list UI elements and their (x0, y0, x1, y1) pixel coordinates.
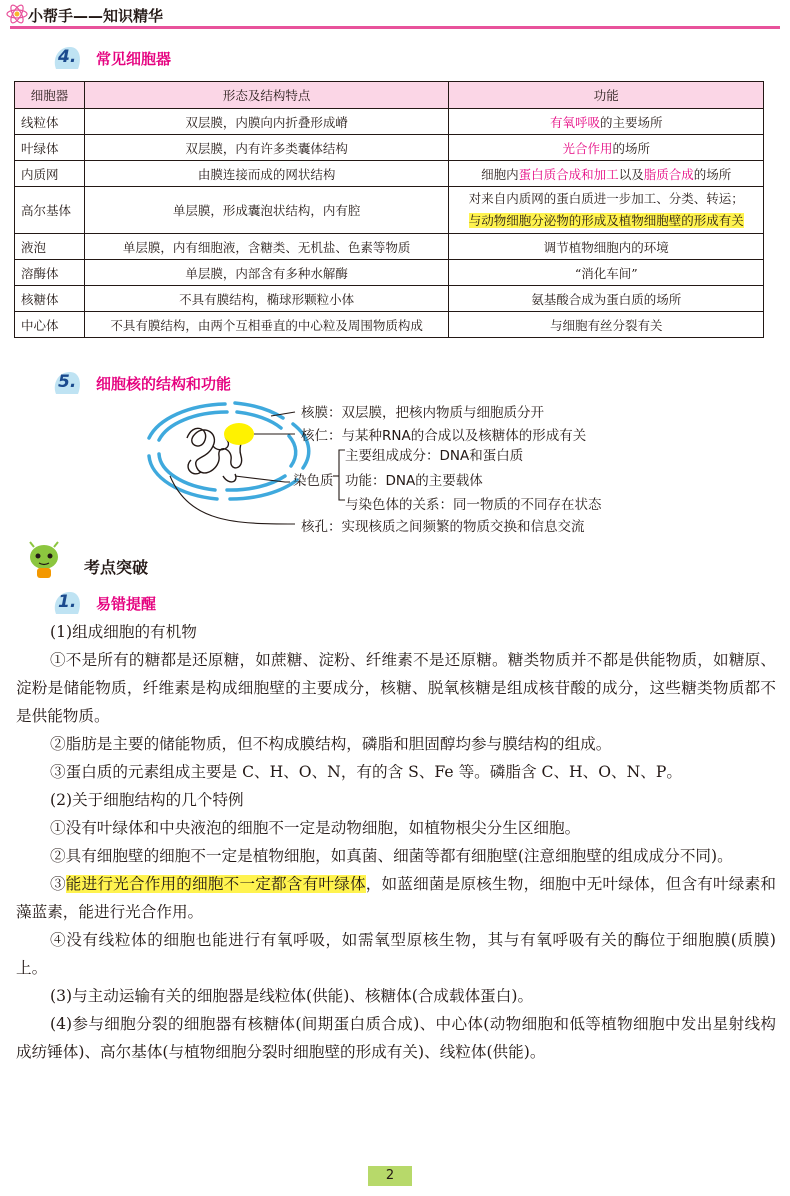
organelle-structure: 单层膜，形成囊泡状结构，内有腔 (84, 187, 448, 234)
paragraph: ①不是所有的糖都是还原糖，如蔗糖、淀粉、纤维素不是还原糖。糖类物质并不都是供能物质，如糖原、淀粉是储能物质，纤维素是构成细胞壁的主要成分，核糖、脱氧核糖是组成核苷酸的成分，这些糖类物质都不是供能物质。 (16, 651, 776, 725)
emphasis-text: 脂质合成 (643, 166, 694, 182)
kaodian-title: 考点突破 (84, 558, 149, 577)
organelle-structure: 由膜连接而成的网状结构 (84, 161, 448, 187)
organelle-name: 线粒体 (15, 109, 85, 135)
page-number: 2 (368, 1166, 412, 1186)
paragraph: (2)关于细胞结构的几个特例 (50, 791, 244, 809)
organelle-function (449, 161, 764, 187)
chromatin-item: 功能：DNA的主要载体 (345, 473, 483, 489)
organelle-name: 溶酶体 (15, 260, 85, 286)
function-text: 的场所 (693, 166, 732, 182)
body-text (16, 618, 776, 1066)
organelle-name: 叶绿体 (15, 135, 85, 161)
function-text: 的场所 (612, 140, 650, 156)
paragraph: ②脂肪是主要的储能物质，但不构成膜结构，磷脂和胆固醇均参与膜结构的组成。 (50, 735, 612, 753)
page-header (0, 0, 790, 34)
function-text: 的主要场所 (599, 114, 663, 130)
paragraph: ②具有细胞壁的细胞不一定是植物细胞，如真菌、细菌等都有细胞壁(注意细胞壁的组成成分不同)。 (50, 847, 733, 865)
mascot-icon (24, 541, 64, 581)
table-row (15, 109, 764, 135)
table-row (15, 286, 764, 312)
header-divider (10, 26, 780, 29)
organelle-structure: 不具有膜结构，由两个互相垂直的中心粒及周围物质构成 (84, 312, 448, 338)
table-row (15, 312, 764, 338)
paragraph: (4)参与细胞分裂的细胞器有核糖体(间期蛋白质合成)、中心体(动物细胞和低等植物细胞中发出星射线构成纺锤体)、高尔基体(与植物细胞分裂时细胞壁的形成有关)、线粒体(供能)。 (16, 1015, 776, 1061)
atom-icon (6, 3, 28, 25)
organelle-name: 核糖体 (15, 286, 85, 312)
chromatin-label: 染色质 (293, 473, 334, 489)
organelle-structure: 单层膜，内部含有多种水解酶 (84, 260, 448, 286)
organelle-function: 调节植物细胞内的环境 (449, 234, 764, 260)
paragraph: ③蛋白质的元素组成主要是 C、H、O、N，有的含 S、Fe 等。磷脂含 C、H、O、N、P。 (50, 763, 682, 781)
paragraph: (1)组成细胞的有机物 (50, 623, 197, 641)
organelle-name: 中心体 (15, 312, 85, 338)
paragraph: ④没有线粒体的细胞也能进行有氧呼吸，如需氧型原核生物，其与有氧呼吸有关的酶位于细胞膜(质膜)上。 (16, 931, 776, 977)
paragraph-rest: ，如蓝细菌是原核生物，细胞中无叶绿体，但含有叶绿素和藻蓝素，能进行光合作用。 (16, 875, 776, 921)
table-row (15, 135, 764, 161)
column-header: 功能 (449, 82, 764, 109)
paragraph: (3)与主动运输有关的细胞器是线粒体(供能)、核糖体(合成载体蛋白)。 (50, 987, 534, 1005)
column-header: 细胞器 (15, 82, 85, 109)
organelle-function (449, 187, 764, 234)
organelle-function: “消化车间” (449, 260, 764, 286)
section-title: 易错提醒 (96, 595, 157, 613)
highlighted-text: 能进行光合作用的细胞不一定都含有叶绿体 (65, 875, 366, 893)
function-text: 细胞内 (481, 166, 519, 182)
organelle-structure: 单层膜，内有细胞液，含糖类、无机盐、色素等物质 (84, 234, 448, 260)
organelle-function (449, 109, 764, 135)
membrane-label: 核膜：双层膜，把核内物质与细胞质分开 (301, 405, 544, 421)
chromatin-item: 主要组成成分：DNA和蛋白质 (345, 448, 524, 464)
section-number: 5. (58, 372, 77, 392)
organelle-table (14, 81, 764, 338)
section-number: 1. (58, 592, 77, 612)
emphasis-text: 蛋白质合成和加工 (518, 166, 619, 182)
organelle-name: 液泡 (15, 234, 85, 260)
table-header-row (15, 82, 764, 109)
section-title: 细胞核的结构和功能 (96, 375, 232, 393)
table-row (15, 161, 764, 187)
paragraph: ①没有叶绿体和中央液泡的细胞不一定是动物细胞，如植物根尖分生区细胞。 (50, 819, 581, 837)
chromatin-item: 与染色体的关系：同一物质的不同存在状态 (345, 497, 602, 513)
organelle-function: 与细胞有丝分裂有关 (449, 312, 764, 338)
organelle-function (449, 135, 764, 161)
paragraph-highlight (16, 870, 776, 926)
section-number: 4. (58, 47, 77, 67)
organelle-name: 高尔基体 (15, 187, 85, 234)
pore-label: 核孔：实现核质之间频繁的物质交换和信息交流 (301, 519, 585, 535)
organelle-structure: 双层膜，内膜向内折叠形成嵴 (84, 109, 448, 135)
emphasis-text: 光合作用 (562, 140, 613, 156)
column-header: 形态及结构特点 (84, 82, 448, 109)
nucleolus-label: 核仁：与某种RNA的合成以及核糖体的形成有关 (301, 428, 587, 444)
section-title: 常见细胞器 (96, 50, 172, 68)
table-row (15, 260, 764, 286)
header-title: 小帮手——知识精华 (28, 7, 164, 25)
organelle-function: 氨基酸合成为蛋白质的场所 (449, 286, 764, 312)
highlighted-text: 与动物细胞分泌物的形成及植物细胞壁的形成有关 (468, 213, 744, 228)
organelle-name: 内质网 (15, 161, 85, 187)
emphasis-text: 有氧呼吸 (549, 114, 600, 130)
organelle-structure: 不具有膜结构，椭球形颗粒小体 (84, 286, 448, 312)
function-text: 以及 (618, 166, 644, 182)
table-row (15, 234, 764, 260)
organelle-structure: 双层膜，内有许多类囊体结构 (84, 135, 448, 161)
paragraph-prefix: ③ (50, 875, 66, 893)
table-row (15, 187, 764, 234)
function-text: 对来自内质网的蛋白质进一步加工、分类、转运； (468, 191, 744, 206)
nucleus-diagram (135, 398, 655, 538)
function-highlight (453, 210, 759, 232)
